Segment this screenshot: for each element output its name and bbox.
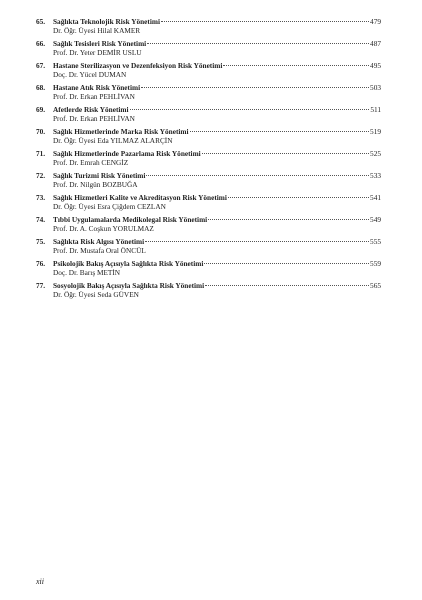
toc-entry-number: 67. [36, 61, 46, 70]
toc-entry-title-line [53, 61, 381, 70]
toc-entry-body [53, 127, 381, 145]
toc-entry-page[interactable]: 519 [370, 127, 381, 136]
toc-entry-page[interactable]: 487 [370, 39, 381, 48]
toc-entry-number: 70. [36, 127, 46, 136]
toc-entry-title[interactable]: Sağlık Hizmetlerinde Marka Risk Yönetimi [53, 127, 189, 136]
toc-entry-author: Prof. Dr. Erkan PEHLİVAN [53, 114, 135, 123]
toc-entry[interactable] [36, 17, 381, 35]
toc-entry-body [53, 105, 381, 123]
dot-leader [190, 131, 370, 132]
toc-entry-body [53, 61, 381, 79]
toc-entry-body [53, 17, 381, 35]
toc-entry-page[interactable]: 495 [370, 61, 381, 70]
toc-entry-author: Prof. Dr. Emrah CENGİZ [53, 158, 129, 167]
toc-entry[interactable] [36, 259, 381, 277]
toc-entry-author: Prof. Dr. Yeter DEMİR USLU [53, 48, 142, 57]
dot-leader [141, 87, 369, 88]
toc-entry-body [53, 259, 381, 277]
toc-entry-author: Doç. Dr. Barış METİN [53, 268, 121, 277]
toc-entry-title[interactable]: Sağlıkta Risk Algısı Yönetimi [53, 237, 145, 246]
toc-entry-title[interactable]: Sağlık Hizmetleri Kalite ve Akreditasyon Risk Yönetimi [53, 193, 227, 202]
toc-entry-page[interactable]: 511 [370, 105, 381, 114]
toc-entry-page[interactable]: 559 [370, 259, 381, 268]
toc-entry-author: Dr. Öğr. Üyesi Hilal KAMER [53, 26, 141, 35]
toc-entry-author: Prof. Dr. Erkan PEHLİVAN [53, 92, 135, 101]
toc-entry-number: 65. [36, 17, 46, 26]
dot-leader [223, 65, 369, 66]
toc-entry-page[interactable]: 555 [370, 237, 381, 246]
toc-entry-body [53, 237, 381, 255]
dot-leader [145, 241, 369, 242]
toc-entry-number: 71. [36, 149, 46, 158]
toc-entry-title[interactable]: Sağlık Tesisleri Risk Yönetimi [53, 39, 147, 48]
toc-entry-title[interactable]: Sağlık Hizmetlerinde Pazarlama Risk Yönetimi [53, 149, 201, 158]
toc-entry-page[interactable]: 549 [370, 215, 381, 224]
toc-entry-author: Prof. Dr. Nilgün BOZBUĞA [53, 180, 138, 189]
dot-leader [146, 175, 369, 176]
toc-entry-title-line [53, 215, 381, 224]
toc-entry-title[interactable]: Hastane Sterilizasyon ve Dezenfeksiyon Risk Yönetimi [53, 61, 223, 70]
toc-entry[interactable] [36, 61, 381, 79]
toc-entry-title-line [53, 39, 381, 48]
toc-entry-body [53, 193, 381, 211]
toc-entry-body [53, 281, 381, 299]
toc-entry-title-line [53, 237, 381, 246]
toc-entry-page[interactable]: 525 [370, 149, 381, 158]
toc-entry-number: 72. [36, 171, 46, 180]
toc-entry-author: Doç. Dr. Yücel DUMAN [53, 70, 127, 79]
toc-entry-body [53, 171, 381, 189]
toc-entry-title-line [53, 171, 381, 180]
toc-entry-number: 75. [36, 237, 46, 246]
toc-entry-number: 68. [36, 83, 46, 92]
toc-entry-page[interactable]: 479 [370, 17, 381, 26]
toc-entry-body [53, 215, 381, 233]
toc-entry-number: 76. [36, 259, 46, 268]
toc-entry[interactable] [36, 127, 381, 145]
toc-entry-number: 77. [36, 281, 46, 290]
toc-entry-page[interactable]: 533 [370, 171, 381, 180]
toc-entry-body [53, 39, 381, 57]
toc-entry-body [53, 83, 381, 101]
toc-entry-title-line [53, 83, 381, 92]
toc-entry[interactable] [36, 193, 381, 211]
dot-leader [161, 21, 369, 22]
toc-entry-title-line [53, 259, 381, 268]
toc-entry[interactable] [36, 83, 381, 101]
toc-entry-title[interactable]: Afetlerde Risk Yönetimi [53, 105, 129, 114]
toc-entry-title-line [53, 105, 381, 114]
toc-entry-body [53, 149, 381, 167]
toc-entry-number: 66. [36, 39, 46, 48]
toc-entry-title[interactable]: Hastane Atık Risk Yönetimi [53, 83, 141, 92]
toc-entry-title-line [53, 149, 381, 158]
page-number: xii [36, 577, 44, 586]
toc-entry-author: Prof. Dr. Mustafa Oral ÖNCÜL [53, 246, 146, 255]
toc-entry-title[interactable]: Sosyolojik Bakış Açısıyla Sağlıkta Risk Yönetimi [53, 281, 205, 290]
dot-leader [147, 43, 369, 44]
toc-entry-title[interactable]: Sağlık Turizmi Risk Yönetimi [53, 171, 146, 180]
dot-leader [208, 219, 369, 220]
toc-entry-number: 69. [36, 105, 46, 114]
toc-entry[interactable] [36, 237, 381, 255]
toc-entry-title[interactable]: Psikolojik Bakış Açısıyla Sağlıkta Risk Yönetimi [53, 259, 204, 268]
toc-entry[interactable] [36, 105, 381, 123]
table-of-contents [36, 17, 381, 303]
toc-entry[interactable] [36, 281, 381, 299]
toc-entry-page[interactable]: 565 [370, 281, 381, 290]
toc-entry-title[interactable]: Tıbbi Uygulamalarda Medikolegal Risk Yönetimi [53, 215, 208, 224]
toc-entry-number: 73. [36, 193, 46, 202]
toc-entry[interactable] [36, 215, 381, 233]
toc-entry[interactable] [36, 39, 381, 57]
toc-entry[interactable] [36, 171, 381, 189]
toc-entry-title-line [53, 281, 381, 290]
dot-leader [202, 153, 369, 154]
toc-entry-title-line [53, 127, 381, 136]
toc-entry-page[interactable]: 541 [370, 193, 381, 202]
toc-entry-author: Prof. Dr. A. Coşkun YORULMAZ [53, 224, 154, 233]
dot-leader [204, 263, 369, 264]
toc-entry-title-line [53, 17, 381, 26]
toc-entry-number: 74. [36, 215, 46, 224]
toc-entry[interactable] [36, 149, 381, 167]
dot-leader [205, 285, 369, 286]
dot-leader [130, 109, 370, 110]
toc-entry-author: Dr. Öğr. Üyesi Eda YILMAZ ALARÇİN [53, 136, 173, 145]
toc-entry-title-line [53, 193, 381, 202]
toc-entry-page[interactable]: 503 [370, 83, 381, 92]
toc-entry-author: Dr. Öğr. Üyesi Esra Çiğdem CEZLAN [53, 202, 166, 211]
toc-entry-author: Dr. Öğr. Üyesi Seda GÜVEN [53, 290, 139, 299]
dot-leader [228, 197, 369, 198]
toc-entry-title[interactable]: Sağlıkta Teknolojik Risk Yönetimi [53, 17, 160, 26]
